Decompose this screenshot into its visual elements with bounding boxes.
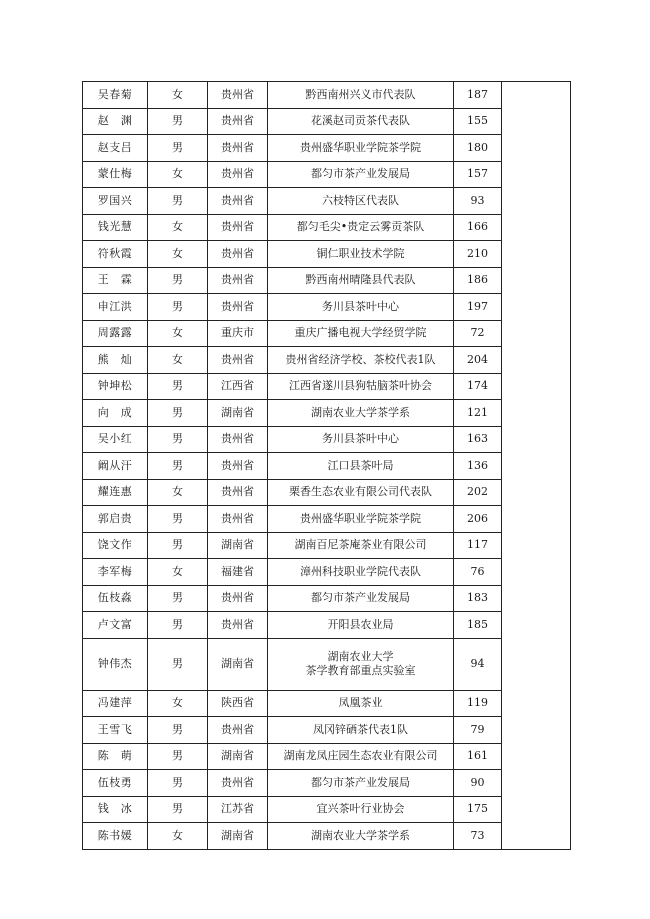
table-row [83,796,571,823]
unit-cell: 务川县茶叶中心 [268,294,454,321]
name-cell: 伍枝勇 [83,770,148,797]
number-cell: 119 [454,690,502,717]
number-cell: 197 [454,294,502,321]
unit-cell: 贵州盛华职业学院茶学院 [268,135,454,162]
name-cell: 吴春菊 [83,82,148,109]
unit-cell: 都匀市茶产业发展局 [268,770,454,797]
gender-cell: 女 [148,690,208,717]
province-cell: 贵州省 [208,717,268,744]
table-row [83,426,571,453]
unit-cell: 湖南农业大学茶学系 [268,400,454,427]
table-row [83,453,571,480]
gender-cell: 男 [148,188,208,215]
province-cell: 贵州省 [208,612,268,639]
number-cell: 180 [454,135,502,162]
province-cell: 贵州省 [208,426,268,453]
name-cell: 申江洪 [83,294,148,321]
table-row [83,743,571,770]
province-cell: 福建省 [208,559,268,586]
province-cell: 贵州省 [208,241,268,268]
gender-cell: 男 [148,400,208,427]
unit-cell: 湖南龙凤庄园生态农业有限公司 [268,743,454,770]
name-cell: 熊 灿 [83,347,148,374]
number-cell: 136 [454,453,502,480]
gender-cell: 男 [148,532,208,559]
name-cell: 钟坤松 [83,373,148,400]
table-row [83,612,571,639]
table-row [83,585,571,612]
gender-cell: 女 [148,823,208,850]
name-cell: 符秋霞 [83,241,148,268]
name-cell: 钱光慧 [83,214,148,241]
table-row [83,135,571,162]
table-row [83,717,571,744]
table-row [83,267,571,294]
unit-cell: 栗香生态农业有限公司代表队 [268,479,454,506]
remarks-cell [502,82,571,850]
gender-cell: 男 [148,373,208,400]
gender-cell: 男 [148,135,208,162]
table-row [83,373,571,400]
gender-cell: 女 [148,82,208,109]
unit-cell: 务川县茶叶中心 [268,426,454,453]
name-cell: 卢文富 [83,612,148,639]
unit-cell: 江口县茶叶局 [268,453,454,480]
unit-cell: 都匀市茶产业发展局 [268,161,454,188]
number-cell: 93 [454,188,502,215]
unit-cell: 花溪赵司贡茶代表队 [268,108,454,135]
province-cell: 贵州省 [208,108,268,135]
province-cell: 湖南省 [208,823,268,850]
unit-cell: 贵州盛华职业学院茶学院 [268,506,454,533]
number-cell: 79 [454,717,502,744]
number-cell: 117 [454,532,502,559]
number-cell: 72 [454,320,502,347]
number-cell: 121 [454,400,502,427]
province-cell: 贵州省 [208,585,268,612]
name-cell: 耀连惠 [83,479,148,506]
unit-cell: 贵州省经济学校、茶校代表1队 [268,347,454,374]
province-cell: 贵州省 [208,161,268,188]
name-cell: 蒙仕梅 [83,161,148,188]
table-row [83,823,571,850]
name-cell: 郭启贵 [83,506,148,533]
name-cell: 陈书媛 [83,823,148,850]
number-cell: 210 [454,241,502,268]
table-row [83,82,571,109]
number-cell: 183 [454,585,502,612]
table-row [83,506,571,533]
gender-cell: 女 [148,214,208,241]
name-cell: 李军梅 [83,559,148,586]
unit-cell: 铜仁职业技术学院 [268,241,454,268]
gender-cell: 男 [148,743,208,770]
unit-cell: 六枝特区代表队 [268,188,454,215]
unit-cell: 凤冈锌硒茶代表1队 [268,717,454,744]
gender-cell: 女 [148,559,208,586]
gender-cell: 男 [148,717,208,744]
gender-cell: 女 [148,161,208,188]
roster-table [82,81,571,850]
table-row [83,770,571,797]
number-cell: 204 [454,347,502,374]
unit-cell: 江西省遂川县狗牯脑茶叶协会 [268,373,454,400]
table-row [83,638,571,690]
name-cell: 赵支吕 [83,135,148,162]
gender-cell: 男 [148,506,208,533]
name-cell: 钟伟杰 [83,638,148,690]
number-cell: 202 [454,479,502,506]
unit-cell: 黔西南州兴义市代表队 [268,82,454,109]
number-cell: 161 [454,743,502,770]
name-cell: 王雪飞 [83,717,148,744]
unit-cell: 开阳县农业局 [268,612,454,639]
table-row [83,188,571,215]
province-cell: 贵州省 [208,453,268,480]
name-cell: 伍枝淼 [83,585,148,612]
unit-cell: 都匀市茶产业发展局 [268,585,454,612]
gender-cell: 男 [148,796,208,823]
number-cell: 186 [454,267,502,294]
province-cell: 贵州省 [208,82,268,109]
unit-cell: 黔西南州晴隆县代表队 [268,267,454,294]
number-cell: 155 [454,108,502,135]
table-row [83,400,571,427]
gender-cell: 男 [148,426,208,453]
gender-cell: 男 [148,267,208,294]
province-cell: 贵州省 [208,506,268,533]
table-row [83,532,571,559]
number-cell: 187 [454,82,502,109]
table-row [83,241,571,268]
unit-cell: 湖南百尼茶庵茶业有限公司 [268,532,454,559]
name-cell: 赵 渊 [83,108,148,135]
number-cell: 174 [454,373,502,400]
province-cell: 重庆市 [208,320,268,347]
table-row [83,559,571,586]
name-cell: 饶文作 [83,532,148,559]
number-cell: 166 [454,214,502,241]
number-cell: 163 [454,426,502,453]
gender-cell: 男 [148,770,208,797]
gender-cell: 女 [148,479,208,506]
province-cell: 湖南省 [208,400,268,427]
province-cell: 湖南省 [208,638,268,690]
name-cell: 向 成 [83,400,148,427]
province-cell: 贵州省 [208,770,268,797]
name-cell: 周露露 [83,320,148,347]
table-row [83,214,571,241]
table-row [83,294,571,321]
gender-cell: 女 [148,241,208,268]
unit-cell: 宜兴茶叶行业协会 [268,796,454,823]
unit-cell [268,638,454,690]
province-cell: 贵州省 [208,267,268,294]
table-row [83,690,571,717]
unit-line: 茶学教育部重点实验室 [305,664,416,677]
name-cell: 阚从汗 [83,453,148,480]
table-row [83,347,571,374]
name-cell: 吴小红 [83,426,148,453]
table-row [83,479,571,506]
gender-cell: 男 [148,585,208,612]
unit-cell: 漳州科技职业学院代表队 [268,559,454,586]
gender-cell: 男 [148,612,208,639]
province-cell: 贵州省 [208,347,268,374]
table-row [83,161,571,188]
gender-cell: 女 [148,320,208,347]
number-cell: 94 [454,638,502,690]
number-cell: 185 [454,612,502,639]
unit-cell: 都匀毛尖•贵定云雾贡茶队 [268,214,454,241]
number-cell: 157 [454,161,502,188]
name-cell: 罗国兴 [83,188,148,215]
table-row [83,108,571,135]
unit-cell: 凤凰茶业 [268,690,454,717]
gender-cell: 男 [148,638,208,690]
gender-cell: 男 [148,294,208,321]
province-cell: 贵州省 [208,135,268,162]
gender-cell: 女 [148,347,208,374]
province-cell: 贵州省 [208,479,268,506]
unit-line: 湖南农业大学 [327,650,394,663]
province-cell: 陕西省 [208,690,268,717]
name-cell: 冯建萍 [83,690,148,717]
number-cell: 90 [454,770,502,797]
province-cell: 贵州省 [208,188,268,215]
table-row [83,320,571,347]
number-cell: 206 [454,506,502,533]
number-cell: 73 [454,823,502,850]
gender-cell: 男 [148,108,208,135]
province-cell: 湖南省 [208,532,268,559]
unit-cell: 湖南农业大学茶学系 [268,823,454,850]
province-cell: 贵州省 [208,294,268,321]
province-cell: 贵州省 [208,214,268,241]
province-cell: 江西省 [208,373,268,400]
province-cell: 江苏省 [208,796,268,823]
roster-body [83,82,571,850]
unit-cell: 重庆广播电视大学经贸学院 [268,320,454,347]
name-cell: 钱 冰 [83,796,148,823]
name-cell: 陈 萌 [83,743,148,770]
name-cell: 王 霖 [83,267,148,294]
number-cell: 175 [454,796,502,823]
province-cell: 湖南省 [208,743,268,770]
number-cell: 76 [454,559,502,586]
gender-cell: 男 [148,453,208,480]
